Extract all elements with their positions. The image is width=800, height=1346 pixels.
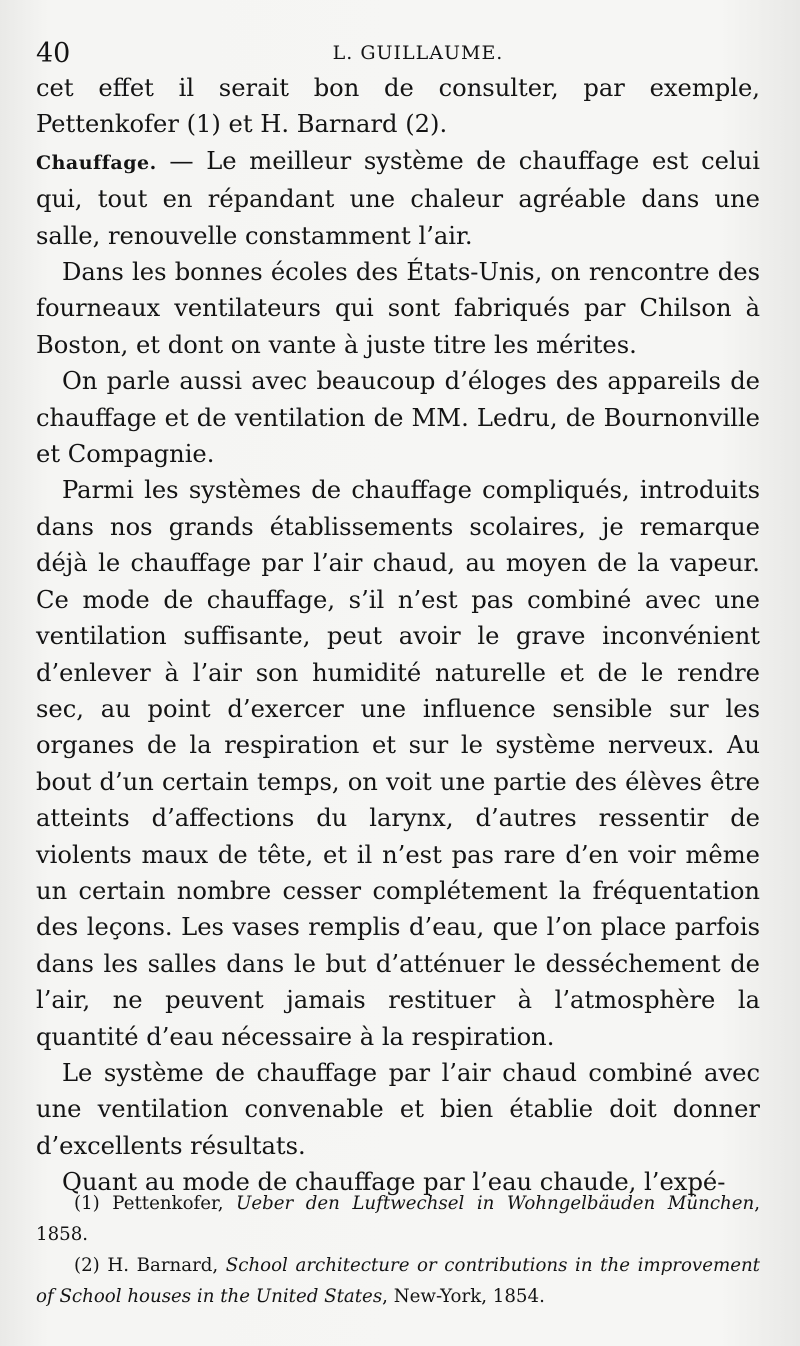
page-number: 40 (36, 38, 71, 69)
footnote-1 (36, 1188, 760, 1250)
paragraph-text: — Le meilleur système de chauffage est celui qui, tout en répandant une chaleur agréable dans une salle, renouvelle constamment l’air. (36, 146, 760, 250)
footnote-marker: (2) (74, 1255, 108, 1276)
paragraph: Quant au mode de chauffage par l’eau chaude, l’expé- (62, 1168, 726, 1197)
footnote-rest: , New-York, 1854. (382, 1286, 545, 1307)
footnotes (36, 1188, 760, 1312)
section-heading: Chauffage. (36, 151, 157, 174)
footnote-title: Ueber den Luftwechsel in Wohngelbäuden München (236, 1193, 755, 1214)
paragraph-continued: cet effet il serait bon de consulter, par exemple, Pettenkofer (1) et H. Barnard (2). (36, 74, 760, 139)
footnote-2 (36, 1250, 760, 1312)
paragraph: Parmi les systèmes de chauffage compliqués, introduits dans nos grands établissements scolaires, je remarque déjà le chauffage par l’air chaud, au moyen de la vapeur. Ce mode de chauffage, s’il n’est pas combiné avec une ventilation suffisante, peut avoir le grave inconvénient d’enlever à l’air son humidité naturelle et de le rendre sec, au point d’exercer une influence sensible sur les organes de la respiration et sur le système nerveux. Au bout d’un certain temps, on voit une partie des élèves être atteints d’affections du larynx, d’autres ressentir de violents maux de tête, et il n’est pas rare d’en voir même un certain nombre cesser complétement la fréquentation des leçons. Les vases remplis d’eau, que l’on place parfois dans les salles dans le but d’atténuer le desséchement de l’air, ne peuvent jamais restituer à l’atmosphère la quantité d’eau nécessaire à la respiration. (36, 476, 760, 1051)
footnote-author: H. Barnard, (107, 1255, 226, 1276)
running-head: L. GUILLAUME. (332, 42, 504, 64)
footnote-marker: (1) (74, 1193, 113, 1214)
footnote-title: School architecture or contributions in the improvement of School houses in the United States (36, 1255, 760, 1307)
footnote-author: Pettenkofer, (112, 1193, 237, 1214)
footnote-rest: , 1858. (36, 1193, 760, 1245)
paragraph: Le système de chauffage par l’air chaud combiné avec une ventilation convenable et bien établie doit donner d’excellents résultats. (36, 1058, 760, 1160)
paragraph: On parle aussi avec beaucoup d’éloges des appareils de chauffage et de ventilation de MM. Ledru, de Bournonville et Compagnie. (36, 367, 760, 469)
paragraph: Dans les bonnes écoles des États-Unis, on rencontre des fourneaux ventilateurs qui sont fabriqués par Chilson à Boston, et dont on vante à juste titre les mérites. (36, 258, 760, 359)
body-text (36, 70, 760, 1201)
paragraph-chauffage (36, 143, 760, 254)
page-header (36, 38, 760, 68)
